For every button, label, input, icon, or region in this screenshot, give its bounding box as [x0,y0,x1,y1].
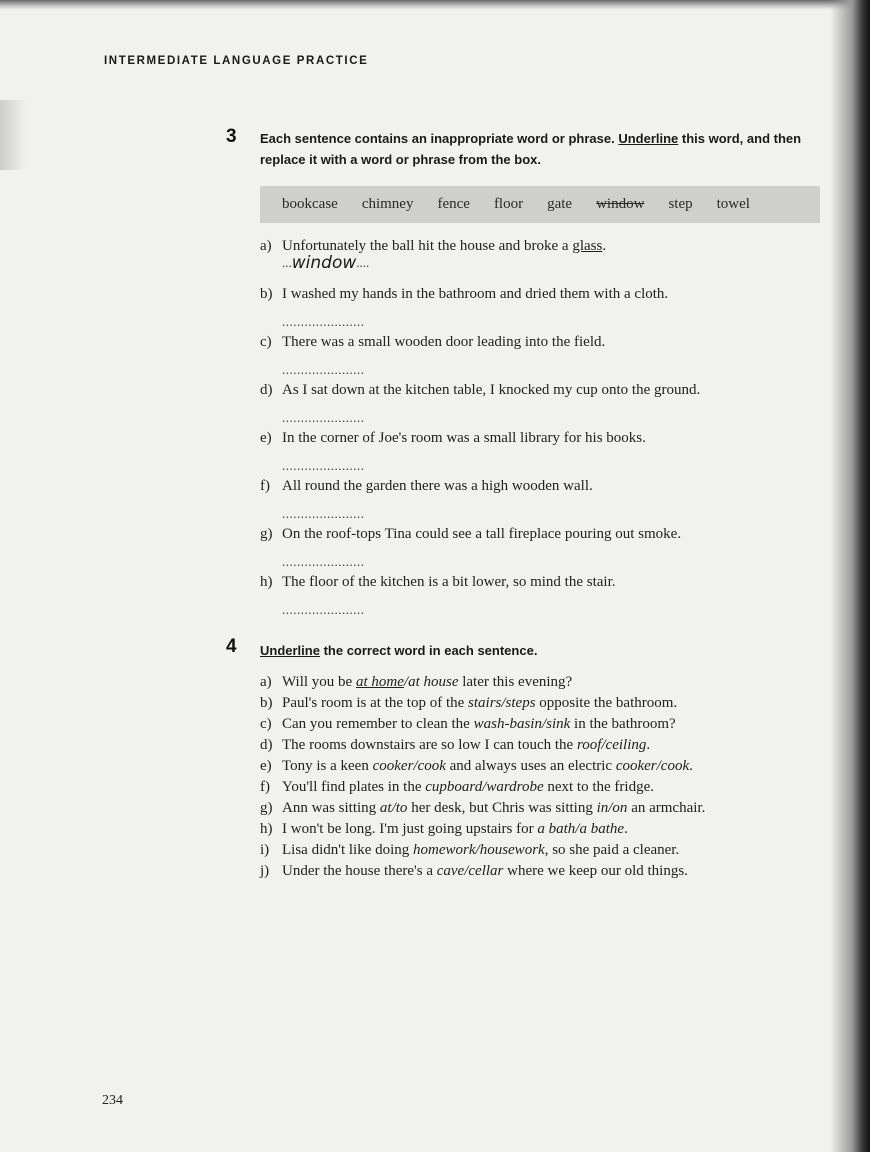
word-choice: in/on [596,800,628,816]
answer-window: window [291,253,357,273]
answer-blank[interactable]: ...................... [282,314,365,329]
exercise-3-item: f) All round the garden there was a high wooden wall. [260,478,593,494]
box-word: bookcase [282,196,338,212]
exercise-3-item: g) On the roof-tops Tina could see a tall fireplace pouring out smoke. [260,526,682,542]
box-word: chimney [361,196,414,212]
box-word: gate [547,196,573,212]
exercise-3-item: h) The floor of the kitchen is a bit lower, so mind the stair. [260,574,616,590]
exercise-4-instruction: Underline the correct word in each sentence. [260,643,538,658]
exercise-3-item: e) In the corner of Joe's room was a small library for his books. [260,430,646,446]
exercise-4-item: c) Can you remember to clean the wash-basin/sink in the bathroom? [260,716,676,732]
page-spine-shadow [830,0,870,1152]
exercise-3-instruction: Each sentence contains an inappropriate word or phrase. Underline this word, and then replace it with a word or phrase from the box. [260,131,802,167]
answer-blank[interactable]: ...................... [282,410,365,425]
box-word: towel [716,196,750,212]
word-choice: a bath/a bathe [537,821,625,837]
running-head: INTERMEDIATE LANGUAGE PRACTICE [104,55,369,67]
exercise-3-item: c) There was a small wooden door leading into the field. [260,334,606,350]
word-choice: homework/housework [413,842,545,858]
page-top-shadow [0,0,870,10]
word-choice: cooker/cook [372,758,446,774]
exercise-4-item: i) Lisa didn't like doing homework/housework, so she paid a cleaner. [260,842,680,858]
answer-blank[interactable]: ...................... [282,458,365,473]
word-choice: cooker/cook [615,758,690,774]
exercise-4-item: f) You'll find plates in the cupboard/wardrobe next to the fridge. [260,779,654,795]
box-word: fence [437,196,470,212]
page-left-shadow [0,100,26,170]
exercise-4-item: b) Paul's room is at the top of the stairs/steps opposite the bathroom. [260,695,678,711]
answer-blank[interactable]: ...................... [282,506,365,521]
exercise-3-item: d) As I sat down at the kitchen table, I knocked my cup onto the ground. [260,382,701,398]
exercise-4-item: j) Under the house there's a cave/cellar where we keep our old things. [260,863,688,879]
word-choice: cupboard/wardrobe [425,779,544,795]
word-choice: cave/cellar [436,863,504,879]
word-choice: stairs/steps [468,695,536,711]
exercise-4-item: a) Will you be at home/at house later this evening? [260,674,573,690]
exercise-4-item: e) Tony is a keen cooker/cook and always uses an electric cooker/cook. [260,758,693,774]
underlined-answer: at home [355,674,404,690]
word-choice: wash-basin/sink [473,716,571,732]
box-word: step [668,196,693,212]
answer-blank[interactable]: ...................... [282,362,365,377]
answer-blank[interactable]: ...................... [282,554,365,569]
word-choice: at/to [379,800,408,816]
exercise-3-number: 3 [226,126,237,147]
underlined-word: glass [572,238,603,254]
exercise-4-item: d) The rooms downstairs are so low I can touch the roof/ceiling. [260,737,651,753]
exercise-4-item: h) I won't be long. I'm just going upstairs for a bath/a bathe. [260,821,628,837]
word-choice: roof/ceiling [576,737,647,753]
exercise-3-item: a) Unfortunately the ball hit the house and broke a glass. [260,238,607,254]
exercise-4-number: 4 [226,636,237,657]
word-box [260,186,820,223]
underline-keyword: Underline [618,131,679,146]
exercise-4-item: g) Ann was sitting at/to her desk, but Chris was sitting in/on an armchair. [260,800,706,816]
box-word: floor [493,196,524,212]
page-number: 234 [102,1093,123,1108]
handwritten-answer: ...window.... [282,253,370,273]
box-word-crossed-out: window [596,196,645,212]
exercise-3-item: b) I washed my hands in the bathroom and dried them with a cloth. [260,286,669,302]
underline-keyword: Underline [260,643,320,658]
answer-blank[interactable]: ...................... [282,602,365,617]
